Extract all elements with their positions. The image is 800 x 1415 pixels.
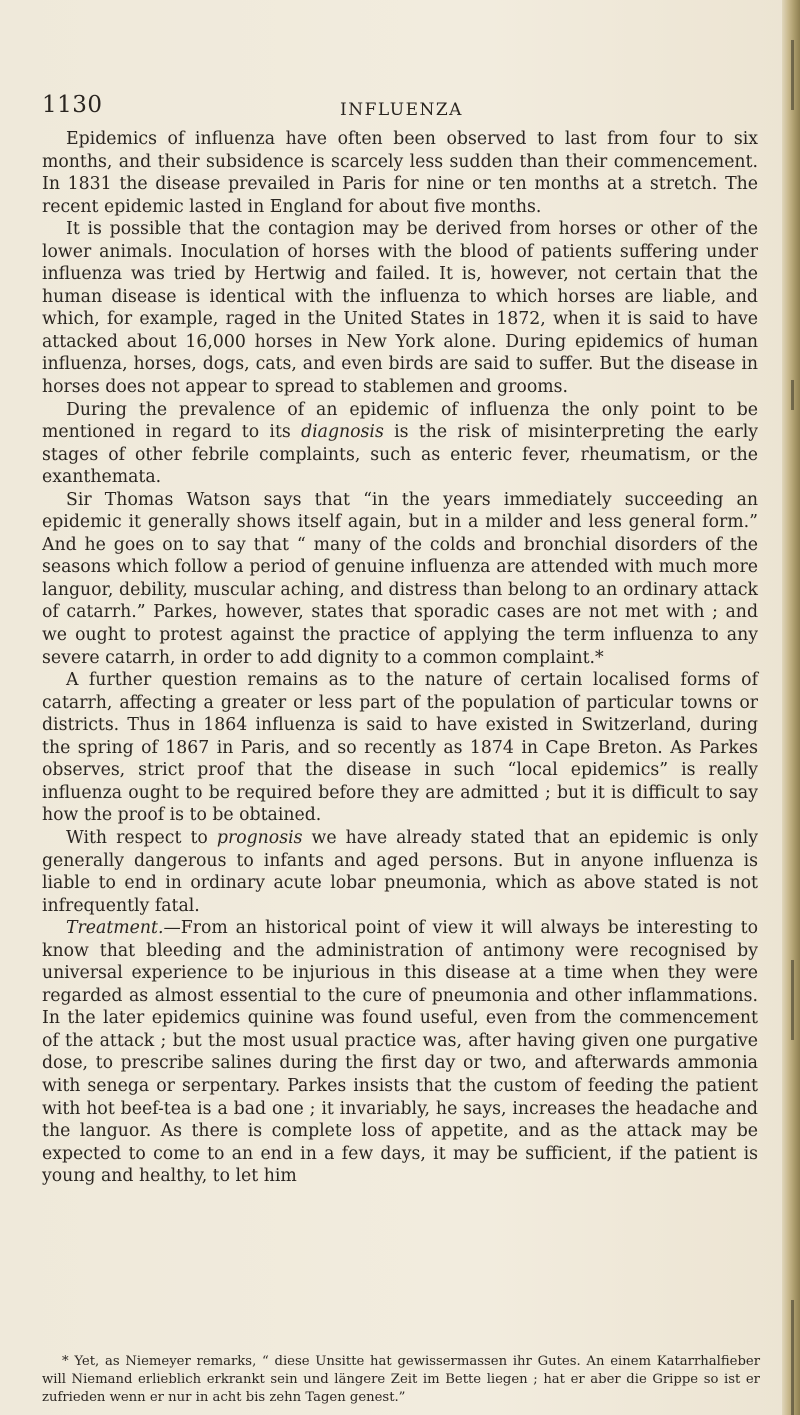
paragraph: [42, 489, 758, 669]
paragraph: [42, 917, 758, 1188]
paragraph: [42, 399, 758, 489]
italic-term-diagnosis: diagnosis: [301, 422, 384, 443]
running-head: INFLUENZA: [340, 100, 463, 120]
paragraph: [42, 218, 758, 398]
edge-shadow: [791, 380, 794, 410]
page-number: 1130: [42, 92, 103, 118]
footnote-text: * Yet, as Niemeyer remarks, “ diese Unsitte hat gewissermassen ihr Gutes. An einem Katarrhalfieber will Niemand erlieblich erkrankt sein und längere Zeit im Bette liegen ; hat er aber die Grippe so ist er zufrieden wenn er nur in acht bis zehn Tagen genest.”: [42, 1354, 760, 1405]
paragraph: [42, 669, 758, 827]
body-text: [42, 128, 758, 1188]
page-header: [42, 92, 762, 120]
paragraph-text: A further question remains as to the nature of certain localised forms of catarrh, affecting a greater or less part of the population of particular towns or districts. Thus in 1864 influenza is said to have existed in Switzerland, during the spring of 1867 in Paris, and so recently as 1874 in Cape Breton. As Parkes observes, strict proof that the disease in such “local epidemics” is really influenza ought to be required before they are admitted ; but it is difficult to say how the proof is to be obtained.: [42, 670, 758, 826]
paragraph-text: It is possible that the contagion may be derived from horses or other of the lower animals. Inoculation of horses with the blood of patients suffering under influenza was tried by Hertwig and failed. It is, however, not certain that the human disease is identical with the influenza to which horses are liable, and which, for example, raged in the United States in 1872, when it is said to have attacked about 16,000 horses in New York alone. During epidemics of human influenza, horses, dogs, cats, and even birds are said to suffer. But the disease in horses does not appear to spread to stablemen and grooms.: [42, 219, 758, 398]
section-heading-treatment: Treatment.: [66, 918, 164, 939]
paragraph-text: During the prevalence of an epidemic of influenza the only point to be mentioned in regard to its: [42, 399, 758, 443]
paragraph-text: Epidemics of influenza have often been observed to last from four to six months, and their subsidence is scarcely less sudden than their commencement. In 1831 the disease prevailed in Paris for nine or ten months at a stretch. The recent epidemic lasted in England for about five months.: [42, 129, 758, 217]
edge-shadow: [791, 960, 794, 1040]
paragraph-text: we have already stated that an epidemic is only generally dangerous to infants and aged persons. But in anyone influenza is liable to end in ordinary acute lobar pneumonia, which as above stated is not infrequently fatal.: [42, 827, 758, 916]
edge-shadow: [791, 40, 794, 110]
paragraph-text: Sir Thomas Watson says that “in the years immediately succeeding an epidemic it generally shows itself again, but in a milder and less general form.” And he goes on to say that “ many of the colds and bronchial disorders of the seasons which follow a period of genuine influenza are attended with much more languor, debility, muscular aching, and distress than belong to an ordinary attack of catarrh.” Parkes, however, states that sporadic cases are not met with ; and we ought to protest against the practice of applying the term influenza to any severe catarrh, in order to add dignity to a common complaint.*: [42, 489, 758, 668]
italic-term-prognosis: prognosis: [216, 827, 303, 848]
paragraph-text: With respect to: [66, 827, 217, 848]
paragraph-text: is the risk of misinterpreting the early stages of other febrile complaints, such as enteric fever, rheumatism, or the exanthemata.: [42, 422, 759, 488]
paragraph-text: —From an historical point of view it will always be interesting to know that bleeding and the administration of antimony were recognised by universal experience to be injurious in this disease at a time when they were regarded as almost essential to the cure of pneumonia and other inflammations. In the later epidemics quinine was found useful, even from the commencement of the attack ; but the most usual practice was, after having given one purgative dose, to prescribe salines during the first day or two, and afterwards ammonia with senega or serpentary. Parkes insists that the custom of feeding the patient with hot beef-tea is a bad one ; it invariably, he says, increases the headache and the languor. As there is complete loss of appetite, and as the attack may be expected to come to an end in a few days, it may be sufficient, if the patient is young and healthy, to let him: [42, 918, 758, 1187]
paragraph: [42, 827, 758, 917]
footnote: [42, 1353, 760, 1407]
page-edge: [782, 0, 800, 1415]
edge-shadow: [791, 1300, 794, 1415]
paragraph: [42, 128, 758, 218]
